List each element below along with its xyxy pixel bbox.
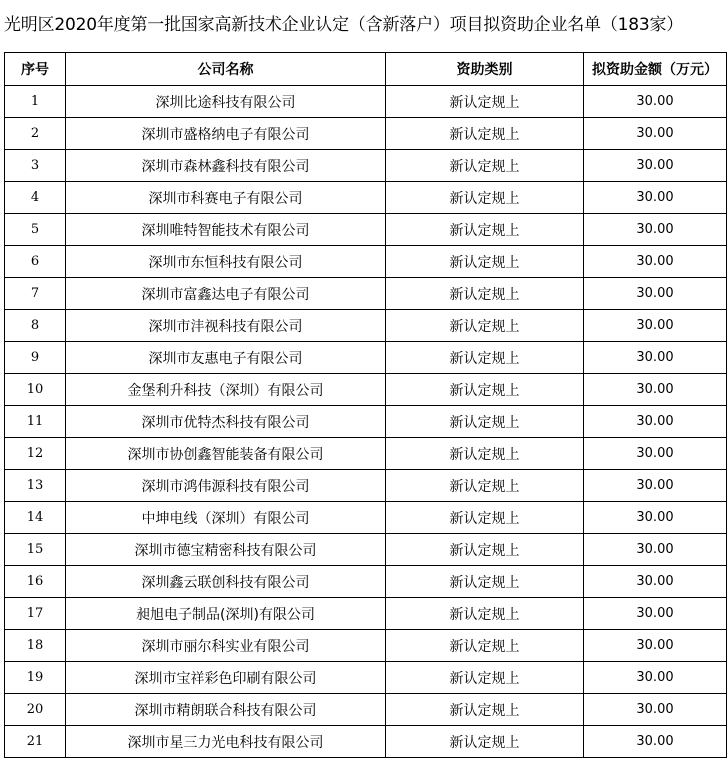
table-row [5,86,727,118]
cell-index: 1 [5,86,66,118]
cell-category: 新认定规上 [386,374,584,406]
cell-category: 新认定规上 [386,662,584,694]
cell-company: 深圳市盛格纳电子有限公司 [66,118,386,150]
cell-index: 11 [5,406,66,438]
cell-amount: 30.00 [584,182,727,214]
cell-amount: 30.00 [584,598,727,630]
cell-company: 深圳比途科技有限公司 [66,86,386,118]
cell-amount: 30.00 [584,374,727,406]
header-category: 资助类别 [386,53,584,86]
cell-index: 15 [5,534,66,566]
cell-index: 2 [5,118,66,150]
cell-category: 新认定规上 [386,598,584,630]
table-body [5,86,727,758]
cell-index: 14 [5,502,66,534]
cell-index: 6 [5,246,66,278]
cell-company: 深圳市宝祥彩色印刷有限公司 [66,662,386,694]
table-row [5,374,727,406]
cell-category: 新认定规上 [386,182,584,214]
cell-amount: 30.00 [584,694,727,726]
table-header-row [5,53,727,86]
table-row [5,342,727,374]
cell-index: 3 [5,150,66,182]
cell-category: 新认定规上 [386,502,584,534]
cell-company: 深圳唯特智能技术有限公司 [66,214,386,246]
cell-category: 新认定规上 [386,406,584,438]
cell-amount: 30.00 [584,438,727,470]
table-row [5,182,727,214]
table-row [5,310,727,342]
cell-amount: 30.00 [584,662,727,694]
cell-amount: 30.00 [584,406,727,438]
cell-category: 新认定规上 [386,214,584,246]
table-row [5,566,727,598]
cell-amount: 30.00 [584,534,727,566]
cell-amount: 30.00 [584,150,727,182]
cell-index: 5 [5,214,66,246]
cell-index: 20 [5,694,66,726]
table-row [5,470,727,502]
cell-company: 深圳市优特杰科技有限公司 [66,406,386,438]
cell-index: 9 [5,342,66,374]
cell-index: 19 [5,662,66,694]
header-index: 序号 [5,53,66,86]
cell-company: 深圳市星三力光电科技有限公司 [66,726,386,758]
cell-company: 深圳市精朗联合科技有限公司 [66,694,386,726]
table-row [5,214,727,246]
cell-amount: 30.00 [584,630,727,662]
table-row [5,246,727,278]
cell-category: 新认定规上 [386,566,584,598]
page-title: 光明区2020年度第一批国家高新技术企业认定（含新落户）项目拟资助企业名单（183家） [4,15,684,35]
cell-amount: 30.00 [584,214,727,246]
cell-company: 金堡利升科技（深圳）有限公司 [66,374,386,406]
table-row [5,662,727,694]
cell-category: 新认定规上 [386,534,584,566]
cell-category: 新认定规上 [386,342,584,374]
table-row [5,438,727,470]
cell-company: 深圳市协创鑫智能装备有限公司 [66,438,386,470]
cell-company: 深圳鑫云联创科技有限公司 [66,566,386,598]
table-row [5,502,727,534]
cell-amount: 30.00 [584,342,727,374]
cell-category: 新认定规上 [386,726,584,758]
subsidy-table [4,52,727,758]
cell-index: 18 [5,630,66,662]
table-row [5,630,727,662]
cell-index: 8 [5,310,66,342]
cell-company: 深圳市友惠电子有限公司 [66,342,386,374]
cell-company: 深圳市丽尔科实业有限公司 [66,630,386,662]
cell-company: 深圳市德宝精密科技有限公司 [66,534,386,566]
cell-index: 16 [5,566,66,598]
cell-category: 新认定规上 [386,118,584,150]
cell-category: 新认定规上 [386,246,584,278]
table-row [5,694,727,726]
cell-company: 深圳市沣视科技有限公司 [66,310,386,342]
cell-amount: 30.00 [584,118,727,150]
cell-company: 中坤电线（深圳）有限公司 [66,502,386,534]
cell-index: 13 [5,470,66,502]
cell-category: 新认定规上 [386,86,584,118]
cell-category: 新认定规上 [386,278,584,310]
cell-company: 深圳市东恒科技有限公司 [66,246,386,278]
table-row [5,598,727,630]
table-row [5,406,727,438]
cell-index: 7 [5,278,66,310]
cell-index: 21 [5,726,66,758]
cell-company: 深圳市科赛电子有限公司 [66,182,386,214]
cell-category: 新认定规上 [386,438,584,470]
table-row [5,534,727,566]
cell-amount: 30.00 [584,278,727,310]
cell-company: 深圳市森林鑫科技有限公司 [66,150,386,182]
cell-category: 新认定规上 [386,694,584,726]
cell-amount: 30.00 [584,246,727,278]
table-row [5,278,727,310]
header-amount: 拟资助金额（万元） [584,53,727,86]
cell-amount: 30.00 [584,566,727,598]
table-row [5,726,727,758]
cell-amount: 30.00 [584,470,727,502]
cell-index: 4 [5,182,66,214]
cell-category: 新认定规上 [386,470,584,502]
cell-index: 12 [5,438,66,470]
cell-company: 深圳市富鑫达电子有限公司 [66,278,386,310]
cell-company: 深圳市鸿伟源科技有限公司 [66,470,386,502]
cell-amount: 30.00 [584,86,727,118]
cell-company: 昶旭电子制品(深圳)有限公司 [66,598,386,630]
cell-index: 10 [5,374,66,406]
cell-amount: 30.00 [584,726,727,758]
header-company: 公司名称 [66,53,386,86]
cell-category: 新认定规上 [386,150,584,182]
cell-index: 17 [5,598,66,630]
cell-category: 新认定规上 [386,630,584,662]
table-row [5,150,727,182]
cell-amount: 30.00 [584,310,727,342]
cell-category: 新认定规上 [386,310,584,342]
cell-amount: 30.00 [584,502,727,534]
table-row [5,118,727,150]
